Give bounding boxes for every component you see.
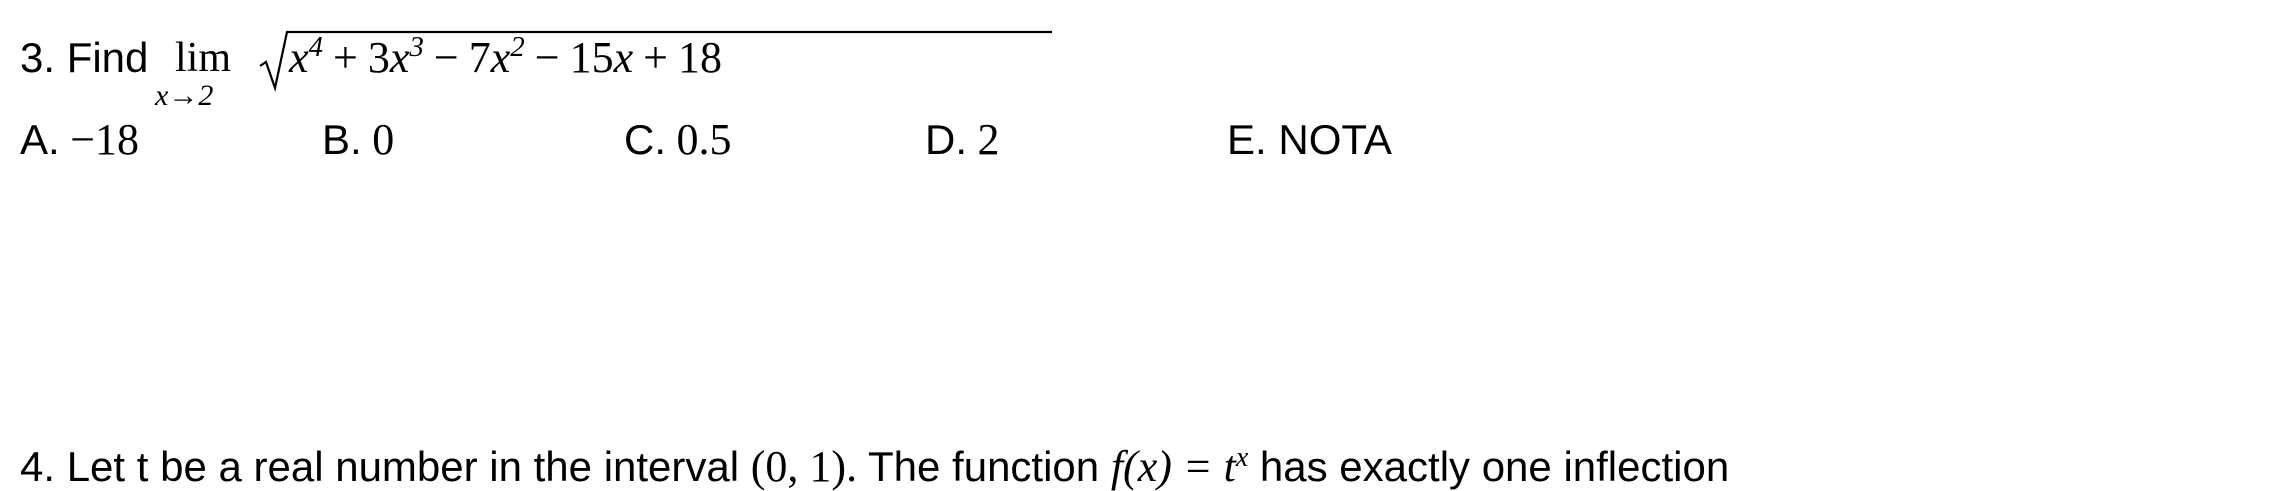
question-4-text-start: 4. Let t be a real number in the interval [20,443,740,490]
term-1-base: x [289,33,309,82]
operator-2: − [433,33,459,82]
choice-b-letter: B. [322,116,362,163]
term-4-coefficient: 15 [569,33,614,82]
choice-b [322,116,394,165]
choice-e [1227,116,1392,164]
limit-subscript: x→2 [155,79,214,112]
choice-c-letter: C. [624,116,666,163]
term-2-exponent: 3 [409,31,424,63]
radicand-polynomial [289,31,722,82]
limit-word: lim [175,35,232,81]
question-4-function-exponent: x [1235,442,1249,473]
term-3-exponent: 2 [510,31,525,63]
choice-e-value: NOTA [1278,116,1392,163]
operator-3: − [534,33,560,82]
question-4-function: f(x) = t [1110,442,1236,491]
choice-a-letter: A. [20,116,60,163]
question-4-text-end: has exactly one inflection [1259,443,1730,490]
choice-d-letter: D. [925,116,967,163]
choice-b-value: 0 [372,115,395,164]
question-4 [20,434,1729,491]
term-1-exponent: 4 [308,31,324,63]
term-2-base: x [389,33,410,82]
choice-d [925,116,1000,165]
limit-operator [155,28,251,112]
choice-a-value: −18 [70,115,140,164]
operator-1: + [333,33,358,82]
choice-e-letter: E. [1227,116,1267,163]
term-2-coefficient: 3 [367,33,390,82]
choice-c [624,116,732,165]
choice-a [20,116,139,165]
term-3-coefficient: 7 [468,33,491,82]
answer-choices [20,116,1520,168]
choice-c-value: 0.5 [676,115,732,164]
question-4-text-mid: The function [868,443,1100,490]
choice-d-value: 2 [977,115,1000,164]
term-4-base: x [613,33,634,82]
term-5-constant: 18 [677,33,722,82]
term-3-base: x [490,33,511,82]
operator-4: + [643,33,668,82]
question-4-interval: (0, 1). [750,442,858,491]
question-3-prefix: 3. Find [20,34,149,81]
